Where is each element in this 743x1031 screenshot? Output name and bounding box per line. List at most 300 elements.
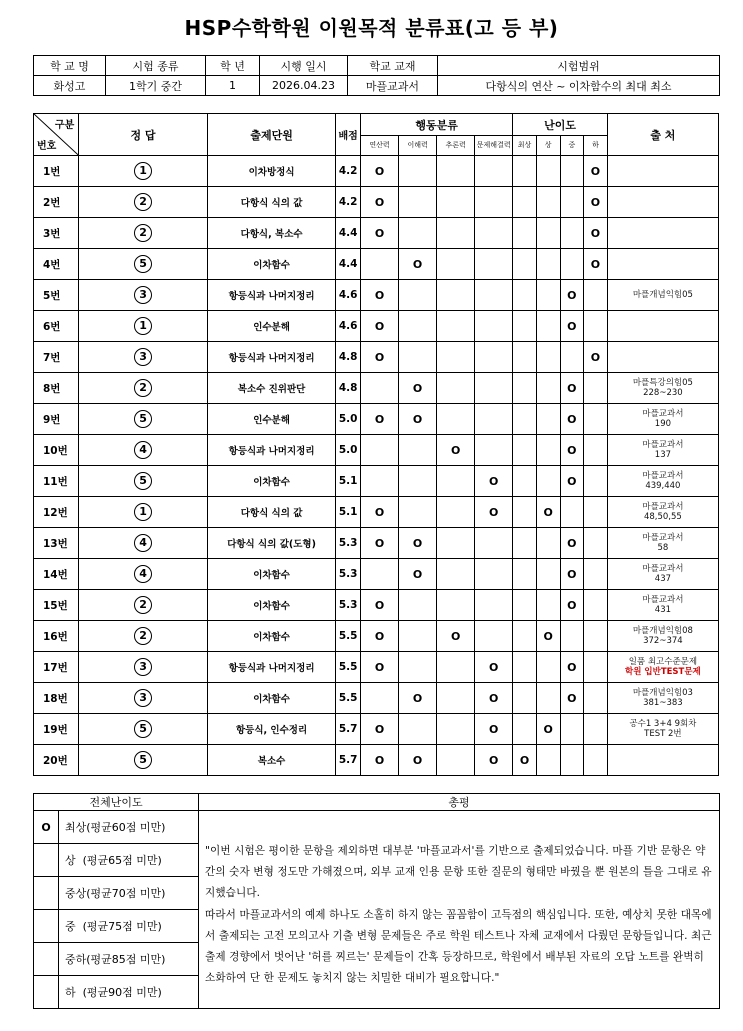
- source-highlight: 학원 입반TEST문제: [625, 667, 701, 677]
- exam-info-value-row: [34, 76, 720, 96]
- check-mark: O: [590, 195, 601, 209]
- difficulty-mark-cell: [536, 156, 560, 187]
- behavior-mark-cell: [475, 156, 513, 187]
- table-row: [34, 373, 719, 404]
- difficulty-mark-cell: [584, 218, 608, 249]
- check-mark: O: [374, 629, 385, 643]
- difficulty-mark-cell: [584, 621, 608, 652]
- difficulty-mark-cell: [560, 621, 584, 652]
- behavior-mark-cell: [399, 652, 437, 683]
- check-mark: O: [412, 257, 423, 271]
- behavior-mark-cell: [475, 528, 513, 559]
- source-line: 마플교과서: [642, 595, 684, 605]
- level-grade: 중: [65, 920, 83, 933]
- exam-info-table: [33, 55, 720, 96]
- difficulty-level-row: [34, 811, 720, 844]
- behavior-mark-cell: [361, 528, 399, 559]
- source-line: 마플교과서: [642, 502, 684, 512]
- answer-circled-number: 2: [134, 224, 152, 242]
- question-number: 20번: [34, 745, 79, 776]
- source-line: 439,440: [645, 481, 681, 491]
- check-mark: O: [489, 505, 499, 519]
- source-cell: [607, 435, 718, 466]
- table-row: [34, 714, 719, 745]
- source-line: 48,50,55: [643, 512, 682, 522]
- question-number: 13번: [34, 528, 79, 559]
- difficulty-sub-low: 하: [584, 136, 608, 156]
- answer-cell: [79, 714, 208, 745]
- source-cell: [607, 311, 718, 342]
- table-body: [34, 156, 719, 776]
- answer-circled-number: 1: [134, 503, 152, 521]
- check-mark: O: [567, 567, 577, 581]
- question-number: 16번: [34, 621, 79, 652]
- level-note: (평균65점 미만): [82, 854, 162, 867]
- behavior-mark-cell: [399, 466, 437, 497]
- score-cell: 5.3: [336, 528, 361, 559]
- source-line: 437: [654, 574, 672, 584]
- score-cell: 5.5: [336, 652, 361, 683]
- difficulty-mark-cell: [536, 745, 560, 776]
- source-cell: [607, 342, 718, 373]
- behavior-mark-cell: [361, 683, 399, 714]
- corner-header: [34, 114, 79, 156]
- check-mark: O: [374, 536, 385, 550]
- difficulty-mark-cell: [536, 218, 560, 249]
- level-grade: 중상: [65, 887, 87, 900]
- difficulty-mark-cell: [584, 497, 608, 528]
- check-mark: O: [374, 660, 385, 674]
- difficulty-mark-cell: [536, 280, 560, 311]
- difficulty-mark-cell: [536, 714, 560, 745]
- grade: 1: [206, 76, 260, 96]
- answer-circled-number: 5: [134, 720, 152, 738]
- behavior-mark-cell: [361, 435, 399, 466]
- score-cell: 5.1: [336, 466, 361, 497]
- behavior-mark-cell: [437, 218, 475, 249]
- answer-cell: [79, 497, 208, 528]
- difficulty-mark-cell: [513, 373, 537, 404]
- table-row: [34, 404, 719, 435]
- behavior-mark-cell: [475, 466, 513, 497]
- behavior-mark-cell: [399, 373, 437, 404]
- difficulty-mark-cell: [513, 497, 537, 528]
- source-cell: [607, 156, 718, 187]
- check-mark: O: [543, 629, 553, 643]
- answer-circled-number: 4: [134, 441, 152, 459]
- check-mark: O: [450, 629, 461, 643]
- behavior-mark-cell: [475, 435, 513, 466]
- behavior-mark-cell: [361, 373, 399, 404]
- source-line: 마플교과서: [642, 564, 684, 574]
- source-line: 190: [654, 419, 672, 429]
- answer-circled-number: 5: [134, 255, 152, 273]
- check-mark: O: [374, 319, 385, 333]
- behavior-mark-cell: [475, 311, 513, 342]
- textbook: 마플교과서: [348, 76, 438, 96]
- behavior-mark-cell: [399, 714, 437, 745]
- difficulty-mark-cell: [560, 683, 584, 714]
- behavior-mark-cell: [399, 528, 437, 559]
- table-row: [34, 342, 719, 373]
- behavior-mark-cell: [361, 714, 399, 745]
- difficulty-mark-cell: [536, 466, 560, 497]
- behavior-mark-cell: [399, 745, 437, 776]
- behavior-mark-cell: [361, 311, 399, 342]
- check-mark: O: [567, 381, 577, 395]
- question-number: 8번: [34, 373, 79, 404]
- behavior-mark-cell: [475, 652, 513, 683]
- difficulty-mark-cell: [536, 249, 560, 280]
- review-comment: "이번 시험은 평이한 문항을 제외하면 대부분 '마플교과서'를 기반으로 출제되었습니다. 마플 기반 문항은 약간의 숫자 변형 정도만 가해졌으며, 외부 교재 인용 문항 또한 질문의 형태만 바꿨을 뿐 원본의 틀을 그대로 유지했습니다. 따라서 마플교과서의 예제 하나도 소홀히 하지 않는 꼼꼼함이 고득점의 핵심입니다. 또한, 예상치 못한 대목에서 출제되는 고전 모의고사 기출 변형 문제들은 주로 학원 테스트나 자체 교재에서 다뤘던 문항들입니다. 최근 출제 경향에서 벗어난 '허를 찌르는' 문제들이 간혹 등장하므로, 학원에서 배부된 자료의 오답 노트를 완벽히 소화하여 단 한 문제도 놓치지 않는 치밀한 대비가 필요합니다.": [199, 811, 720, 1009]
- answer-circled-number: 2: [134, 596, 152, 614]
- difficulty-mark-cell: [536, 373, 560, 404]
- score-cell: 4.6: [336, 280, 361, 311]
- unit-cell: 다항식 식의 값: [207, 187, 336, 218]
- difficulty-mark-cell: [560, 559, 584, 590]
- check-mark: O: [489, 691, 499, 705]
- answer-cell: [79, 280, 208, 311]
- answer-cell: [79, 590, 208, 621]
- source-cell: [607, 590, 718, 621]
- exam-type-header: 시험 종류: [106, 56, 206, 76]
- answer-circled-number: 5: [134, 410, 152, 428]
- level-selected-cell: [34, 811, 59, 844]
- behavior-mark-cell: [399, 621, 437, 652]
- unit-cell: 항등식과 나머지정리: [207, 652, 336, 683]
- behavior-mark-cell: [475, 404, 513, 435]
- behavior-sub-reason: 추론력: [437, 136, 475, 156]
- source-cell: [607, 652, 718, 683]
- difficulty-mark-cell: [560, 652, 584, 683]
- check-mark: O: [567, 412, 577, 426]
- check-mark: O: [374, 505, 385, 519]
- score-cell: 5.3: [336, 559, 361, 590]
- difficulty-mark-cell: [560, 497, 584, 528]
- unit-cell: 이차함수: [207, 249, 336, 280]
- check-mark: O: [590, 350, 601, 364]
- behavior-mark-cell: [399, 404, 437, 435]
- difficulty-mark-cell: [513, 435, 537, 466]
- behavior-mark-cell: [437, 497, 475, 528]
- difficulty-mark-cell: [536, 652, 560, 683]
- level-note: (평균90점 미만): [82, 986, 162, 999]
- check-mark: O: [567, 691, 577, 705]
- difficulty-mark-cell: [513, 621, 537, 652]
- difficulty-mark-cell: [560, 280, 584, 311]
- check-mark: O: [412, 381, 423, 395]
- difficulty-mark-cell: [536, 342, 560, 373]
- difficulty-mark-cell: [584, 187, 608, 218]
- behavior-sub-understand: 이해력: [399, 136, 437, 156]
- difficulty-mark-cell: [584, 683, 608, 714]
- level-note: (평균70점 미만): [86, 887, 166, 900]
- behavior-mark-cell: [399, 249, 437, 280]
- difficulty-mark-cell: [513, 683, 537, 714]
- unit-cell: 복소수: [207, 745, 336, 776]
- unit-cell: 항등식과 나머지정리: [207, 342, 336, 373]
- behavior-mark-cell: [475, 590, 513, 621]
- difficulty-mark-cell: [584, 280, 608, 311]
- behavior-mark-cell: [361, 621, 399, 652]
- source-cell: [607, 280, 718, 311]
- answer-circled-number: 1: [134, 317, 152, 335]
- check-mark: O: [374, 226, 385, 240]
- behavior-mark-cell: [361, 404, 399, 435]
- answer-circled-number: 3: [134, 658, 152, 676]
- source-cell: [607, 683, 718, 714]
- unit-cell: 이차함수: [207, 466, 336, 497]
- check-mark: O: [374, 412, 385, 426]
- question-number: 17번: [34, 652, 79, 683]
- difficulty-mark-cell: [560, 249, 584, 280]
- behavior-mark-cell: [399, 156, 437, 187]
- score-cell: 4.8: [336, 342, 361, 373]
- source-cell: [607, 466, 718, 497]
- score-cell: 4.2: [336, 187, 361, 218]
- difficulty-mark-cell: [513, 714, 537, 745]
- difficulty-mark-cell: [513, 342, 537, 373]
- behavior-sub-solve: 문제해결력: [475, 136, 513, 156]
- source-cell: [607, 497, 718, 528]
- difficulty-mark-cell: [584, 435, 608, 466]
- difficulty-header: 난이도: [513, 114, 608, 136]
- difficulty-mark-cell: [584, 156, 608, 187]
- source-cell: [607, 249, 718, 280]
- table-row: [34, 559, 719, 590]
- question-number: 11번: [34, 466, 79, 497]
- answer-cell: [79, 435, 208, 466]
- level-selected-cell: [34, 844, 59, 877]
- table-row: [34, 187, 719, 218]
- check-mark: O: [374, 598, 385, 612]
- level-label: [59, 910, 199, 943]
- check-mark: O: [489, 474, 499, 488]
- source-line: 마플특강의힘05: [632, 378, 693, 388]
- check-mark: O: [374, 195, 385, 209]
- level-selected-cell: [34, 910, 59, 943]
- source-cell: [607, 218, 718, 249]
- exam-range: 다항식의 연산 ~ 이차함수의 최대 최소: [438, 76, 720, 96]
- difficulty-mark-cell: [513, 466, 537, 497]
- difficulty-mark-cell: [536, 311, 560, 342]
- difficulty-mark-cell: [513, 249, 537, 280]
- level-label: [59, 877, 199, 910]
- table-row: [34, 497, 719, 528]
- difficulty-mark-cell: [560, 466, 584, 497]
- exam-type: 1학기 중간: [106, 76, 206, 96]
- answer-cell: [79, 404, 208, 435]
- behavior-mark-cell: [399, 590, 437, 621]
- check-mark: O: [567, 288, 577, 302]
- difficulty-mark-cell: [560, 435, 584, 466]
- check-mark: O: [412, 567, 423, 581]
- check-mark: O: [489, 660, 499, 674]
- grade-header: 학 년: [206, 56, 260, 76]
- answer-cell: [79, 652, 208, 683]
- behavior-mark-cell: [437, 187, 475, 218]
- source-line: 공수1 3+4 9회차: [629, 719, 697, 729]
- table-row: [34, 621, 719, 652]
- difficulty-mark-cell: [560, 714, 584, 745]
- answer-circled-number: 5: [134, 751, 152, 769]
- level-label: [59, 811, 199, 844]
- difficulty-mark-cell: [560, 342, 584, 373]
- check-mark: O: [374, 722, 385, 736]
- source-line: 381~383: [643, 698, 683, 708]
- question-number: 4번: [34, 249, 79, 280]
- level-note: (평균75점 미만): [82, 920, 162, 933]
- difficulty-mark-cell: [513, 404, 537, 435]
- difficulty-mark-cell: [536, 590, 560, 621]
- check-mark: O: [374, 350, 385, 364]
- behavior-mark-cell: [475, 249, 513, 280]
- source-cell: [607, 528, 718, 559]
- unit-cell: 다항식, 복소수: [207, 218, 336, 249]
- check-mark: O: [374, 288, 385, 302]
- behavior-mark-cell: [475, 497, 513, 528]
- table-row: [34, 435, 719, 466]
- behavior-mark-cell: [437, 466, 475, 497]
- corner-top-label: 구분: [54, 120, 75, 131]
- check-mark: O: [412, 412, 423, 426]
- behavior-mark-cell: [437, 435, 475, 466]
- question-number: 18번: [34, 683, 79, 714]
- answer-circled-number: 3: [134, 689, 152, 707]
- question-number: 10번: [34, 435, 79, 466]
- table-row: [34, 280, 719, 311]
- behavior-mark-cell: [361, 559, 399, 590]
- behavior-mark-cell: [399, 280, 437, 311]
- difficulty-sub-top: 최상: [513, 136, 537, 156]
- behavior-mark-cell: [361, 342, 399, 373]
- source-line: 마플교과서: [642, 471, 684, 481]
- question-number: 7번: [34, 342, 79, 373]
- table-row: [34, 156, 719, 187]
- table-header-row: [34, 114, 719, 136]
- question-number: 6번: [34, 311, 79, 342]
- difficulty-mark-cell: [560, 373, 584, 404]
- difficulty-mark-cell: [584, 466, 608, 497]
- question-number: 14번: [34, 559, 79, 590]
- behavior-mark-cell: [437, 280, 475, 311]
- difficulty-mark-cell: [536, 435, 560, 466]
- answer-cell: [79, 559, 208, 590]
- score-cell: 5.3: [336, 590, 361, 621]
- source-cell: [607, 559, 718, 590]
- answer-circled-number: 4: [134, 565, 152, 583]
- unit-header: 출제단원: [207, 114, 336, 156]
- difficulty-mark-cell: [536, 528, 560, 559]
- check-mark: O: [567, 598, 577, 612]
- source-line: 137: [654, 450, 672, 460]
- difficulty-mark-cell: [536, 621, 560, 652]
- difficulty-mark-cell: [584, 714, 608, 745]
- behavior-mark-cell: [437, 714, 475, 745]
- source-line: 372~374: [643, 636, 683, 646]
- score-header: 배점: [336, 114, 361, 156]
- behavior-mark-cell: [437, 745, 475, 776]
- answer-cell: [79, 249, 208, 280]
- check-mark: O: [412, 753, 423, 767]
- level-grade: 하: [65, 986, 83, 999]
- answer-circled-number: 3: [134, 348, 152, 366]
- answer-cell: [79, 683, 208, 714]
- check-mark: O: [489, 722, 499, 736]
- answer-cell: [79, 621, 208, 652]
- question-number: 19번: [34, 714, 79, 745]
- behavior-mark-cell: [437, 652, 475, 683]
- difficulty-sub-mid: 중: [560, 136, 584, 156]
- table-row: [34, 249, 719, 280]
- behavior-mark-cell: [475, 218, 513, 249]
- unit-cell: 항등식과 나머지정리: [207, 435, 336, 466]
- check-mark: O: [590, 164, 601, 178]
- level-selected-cell: [34, 877, 59, 910]
- source-line: 마플교과서: [642, 533, 684, 543]
- question-number: 5번: [34, 280, 79, 311]
- difficulty-mark-cell: [513, 218, 537, 249]
- unit-cell: 이차함수: [207, 590, 336, 621]
- source-line: 58: [657, 543, 669, 553]
- behavior-mark-cell: [399, 683, 437, 714]
- score-cell: 4.4: [336, 249, 361, 280]
- level-label: [59, 844, 199, 877]
- difficulty-mark-cell: [560, 404, 584, 435]
- unit-cell: 인수분해: [207, 404, 336, 435]
- review-header: 총평: [199, 794, 720, 811]
- score-cell: 4.4: [336, 218, 361, 249]
- check-mark: O: [450, 443, 461, 457]
- score-cell: 4.6: [336, 311, 361, 342]
- answer-cell: [79, 218, 208, 249]
- score-cell: 4.2: [336, 156, 361, 187]
- level-selected-cell: [34, 976, 59, 1009]
- difficulty-mark-cell: [584, 745, 608, 776]
- unit-cell: 항등식과 나머지정리: [207, 280, 336, 311]
- difficulty-mark-cell: [560, 187, 584, 218]
- behavior-mark-cell: [437, 249, 475, 280]
- unit-cell: 이차함수: [207, 683, 336, 714]
- behavior-mark-cell: [475, 683, 513, 714]
- behavior-mark-cell: [437, 342, 475, 373]
- school-name: 화성고: [34, 76, 106, 96]
- difficulty-mark-cell: [584, 559, 608, 590]
- unit-cell: 다항식 식의 값(도형): [207, 528, 336, 559]
- difficulty-sub-high: 상: [536, 136, 560, 156]
- behavior-mark-cell: [437, 311, 475, 342]
- score-cell: 5.5: [336, 683, 361, 714]
- table-row: [34, 466, 719, 497]
- question-number: 12번: [34, 497, 79, 528]
- behavior-mark-cell: [399, 218, 437, 249]
- question-number: 1번: [34, 156, 79, 187]
- exam-date-header: 시행 일시: [260, 56, 348, 76]
- difficulty-mark-cell: [513, 652, 537, 683]
- behavior-mark-cell: [437, 404, 475, 435]
- source-cell: [607, 745, 718, 776]
- table-row: [34, 528, 719, 559]
- answer-cell: [79, 745, 208, 776]
- source-line: 일품 최고수준문제: [628, 657, 698, 667]
- answer-circled-number: 1: [134, 162, 152, 180]
- behavior-mark-cell: [361, 652, 399, 683]
- page-title: HSP수학학원 이원목적 분류표(고 등 부): [184, 16, 559, 40]
- difficulty-mark-cell: [584, 373, 608, 404]
- behavior-header: 행동분류: [361, 114, 513, 136]
- check-mark: O: [519, 753, 530, 767]
- unit-cell: 다항식 식의 값: [207, 497, 336, 528]
